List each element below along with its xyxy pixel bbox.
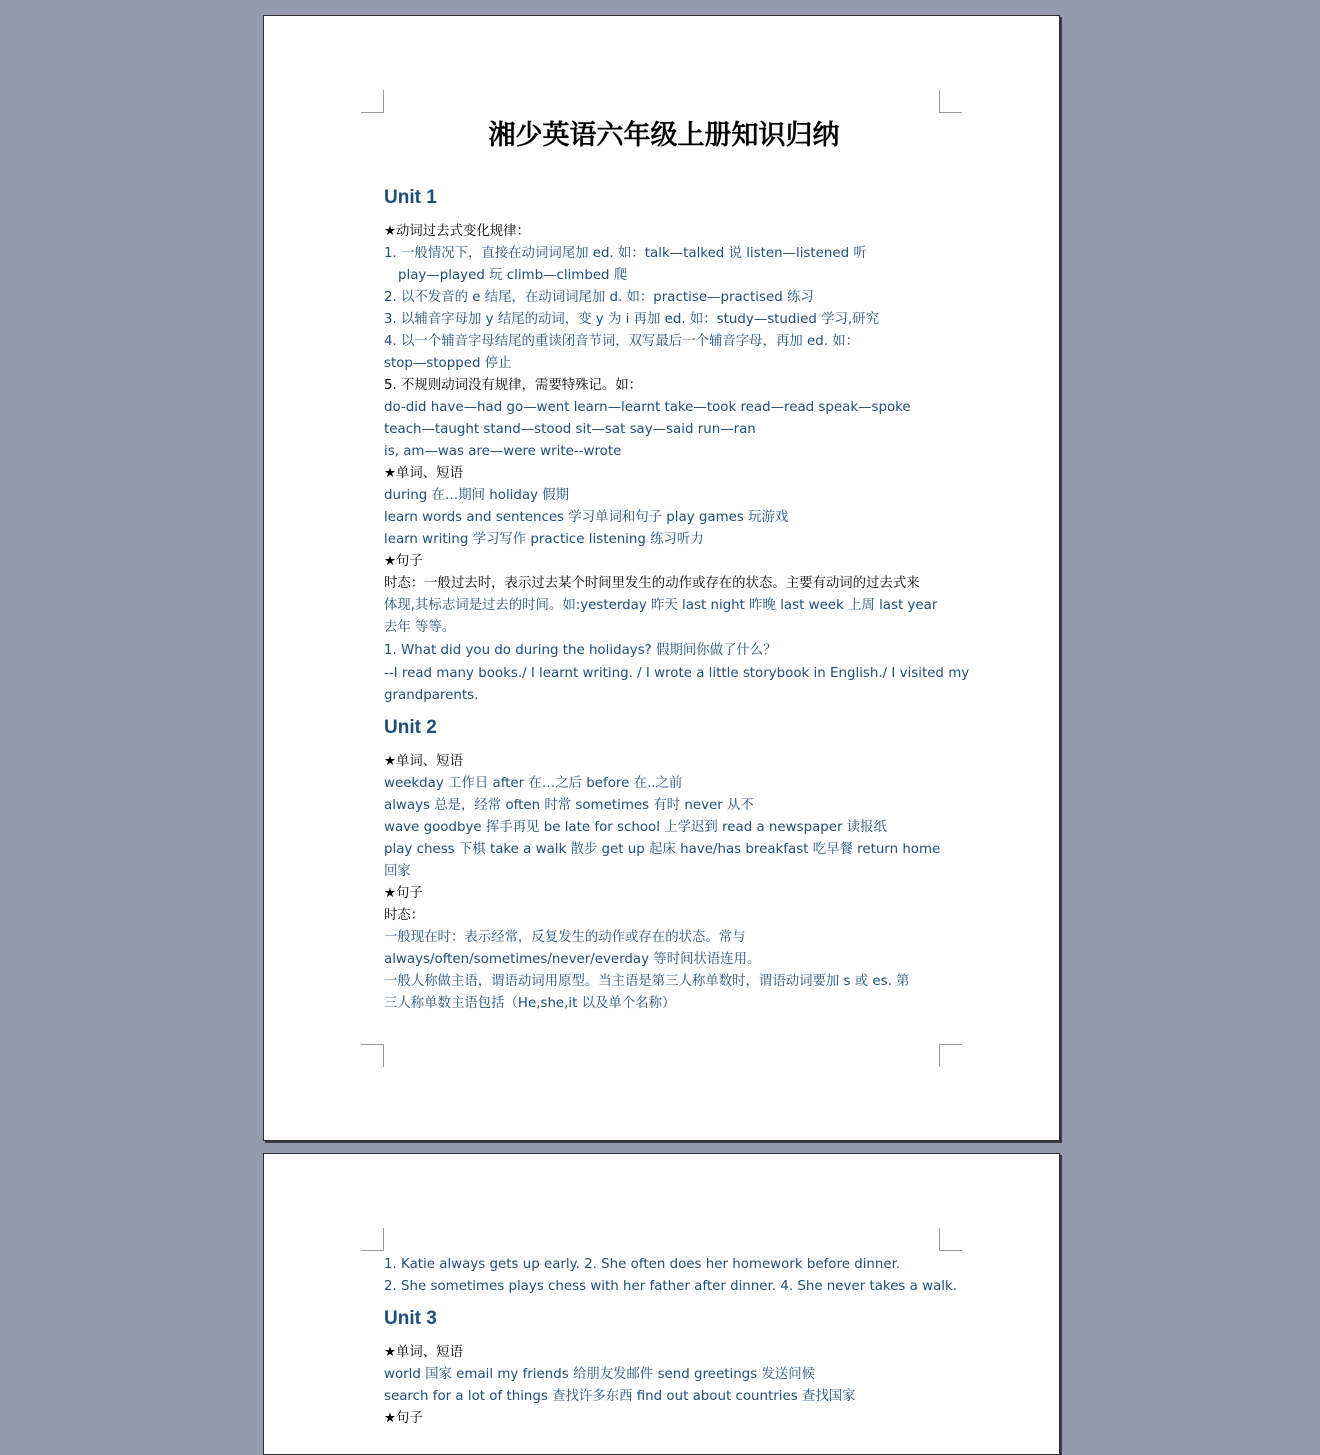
text-line: during 在…期间 holiday 假期 [384,488,570,503]
text-line: learn words and sentences 学习单词和句子 play games 玩游戏 [384,510,789,525]
margin-corner-mark [361,90,384,113]
text-line: 2. She sometimes plays chess with her father after dinner. 4. She never takes a walk. [384,1279,958,1294]
margin-corner-mark [939,1044,962,1067]
text-line: 一般现在时：表示经常，反复发生的动作或存在的状态。常与 [384,930,746,945]
document-page-2 [263,1153,1060,1455]
section-header: ★句子 [384,886,423,901]
text-line: 三人称单数主语包括（He,she,it 以及单个名称） [384,996,676,1011]
text-line: is, am—was are—were write--wrote [384,444,622,459]
margin-corner-mark [939,1228,962,1251]
margin-corner-mark [361,1044,384,1067]
text-line: 时态：一般过去时，表示过去某个时间里发生的动作或存在的状态。主要有动词的过去式来 [384,576,920,591]
margin-corner-mark [939,90,962,113]
document-page-1 [263,15,1060,1141]
text-line: world 国家 email my friends 给朋友发邮件 send greetings 发送问候 [384,1367,815,1382]
unit-2-heading: Unit 2 [384,717,437,738]
unit-3-heading: Unit 3 [384,1308,437,1329]
text-line: --I read many books./ I learnt writing. / I wrote a little storybook in English./ I visited my [384,666,970,681]
text-line: 2. 以不发音的 e 结尾，在动词词尾加 d. 如：practise—practised 练习 [384,290,814,305]
section-header: ★句子 [384,1411,423,1426]
text-line: 4. 以一个辅音字母结尾的重读闭音节词，双写最后一个辅音字母，再加 ed. 如： [384,334,860,349]
text-line: search for a lot of things 查找许多东西 find out about countries 查找国家 [384,1389,856,1404]
text-line: always/often/sometimes/never/everday 等时间状语连用。 [384,952,761,967]
text-line: 去年 等等。 [384,620,456,635]
text-line: 一般人称做主语，谓语动词用原型。当主语是第三人称单数时，谓语动词要加 s 或 es. 第 [384,974,910,989]
page-2-content [384,1254,958,1430]
section-header: ★单词、短语 [384,754,463,769]
document-title: 湘少英语六年级上册知识归纳 [488,120,840,151]
text-line: 1. What did you do during the holidays? 假期间你做了什么？ [384,643,777,658]
page-1-content [384,116,970,1015]
text-line: 1. Katie always gets up early. 2. She often does her homework before dinner. [384,1257,901,1272]
text-line: grandparents. [384,688,479,703]
text-line: 1. 一般情况下，直接在动词词尾加 ed. 如：talk—talked 说 listen—listened 听 [384,246,867,261]
text-line: 回家 [384,864,411,879]
unit-1-heading: Unit 1 [384,187,437,208]
text-line: wave goodbye 挥手再见 be late for school 上学迟到 read a newspaper 读报纸 [384,820,887,835]
text-line: weekday 工作日 after 在…之后 before 在..之前 [384,776,683,791]
text-line: learn writing 学习写作 practice listening 练习听力 [384,532,704,547]
text-line: always 总是，经常 often 时常 sometimes 有时 never 从不 [384,798,754,813]
margin-corner-mark [361,1228,384,1251]
text-line: 3. 以辅音字母加 y 结尾的动词，变 y 为 i 再加 ed. 如：study—studied 学习,研究 [384,312,879,327]
text-line: play—played 玩 climb—climbed 爬 [398,268,628,283]
section-header: ★单词、短语 [384,1345,463,1360]
text-line: teach—taught stand—stood sit—sat say—said run—ran [384,422,756,437]
section-header: ★动词过去式变化规律： [384,224,530,239]
text-line: 时态： [384,908,425,923]
text-line: stop—stopped 停止 [384,356,512,371]
text-line: 5. 不规则动词没有规律，需要特殊记。如： [384,378,643,393]
text-line: 体现,其标志词是过去的时间。如:yesterday 昨天 last night 昨晚 last week 上周 last year [384,598,938,613]
section-header: ★单词、短语 [384,466,463,481]
text-line: do-did have—had go—went learn—learnt take—took read—read speak—spoke [384,400,911,415]
section-header: ★句子 [384,554,423,569]
text-line: play chess 下棋 take a walk 散步 get up 起床 have/has breakfast 吃早餐 return home [384,842,941,857]
